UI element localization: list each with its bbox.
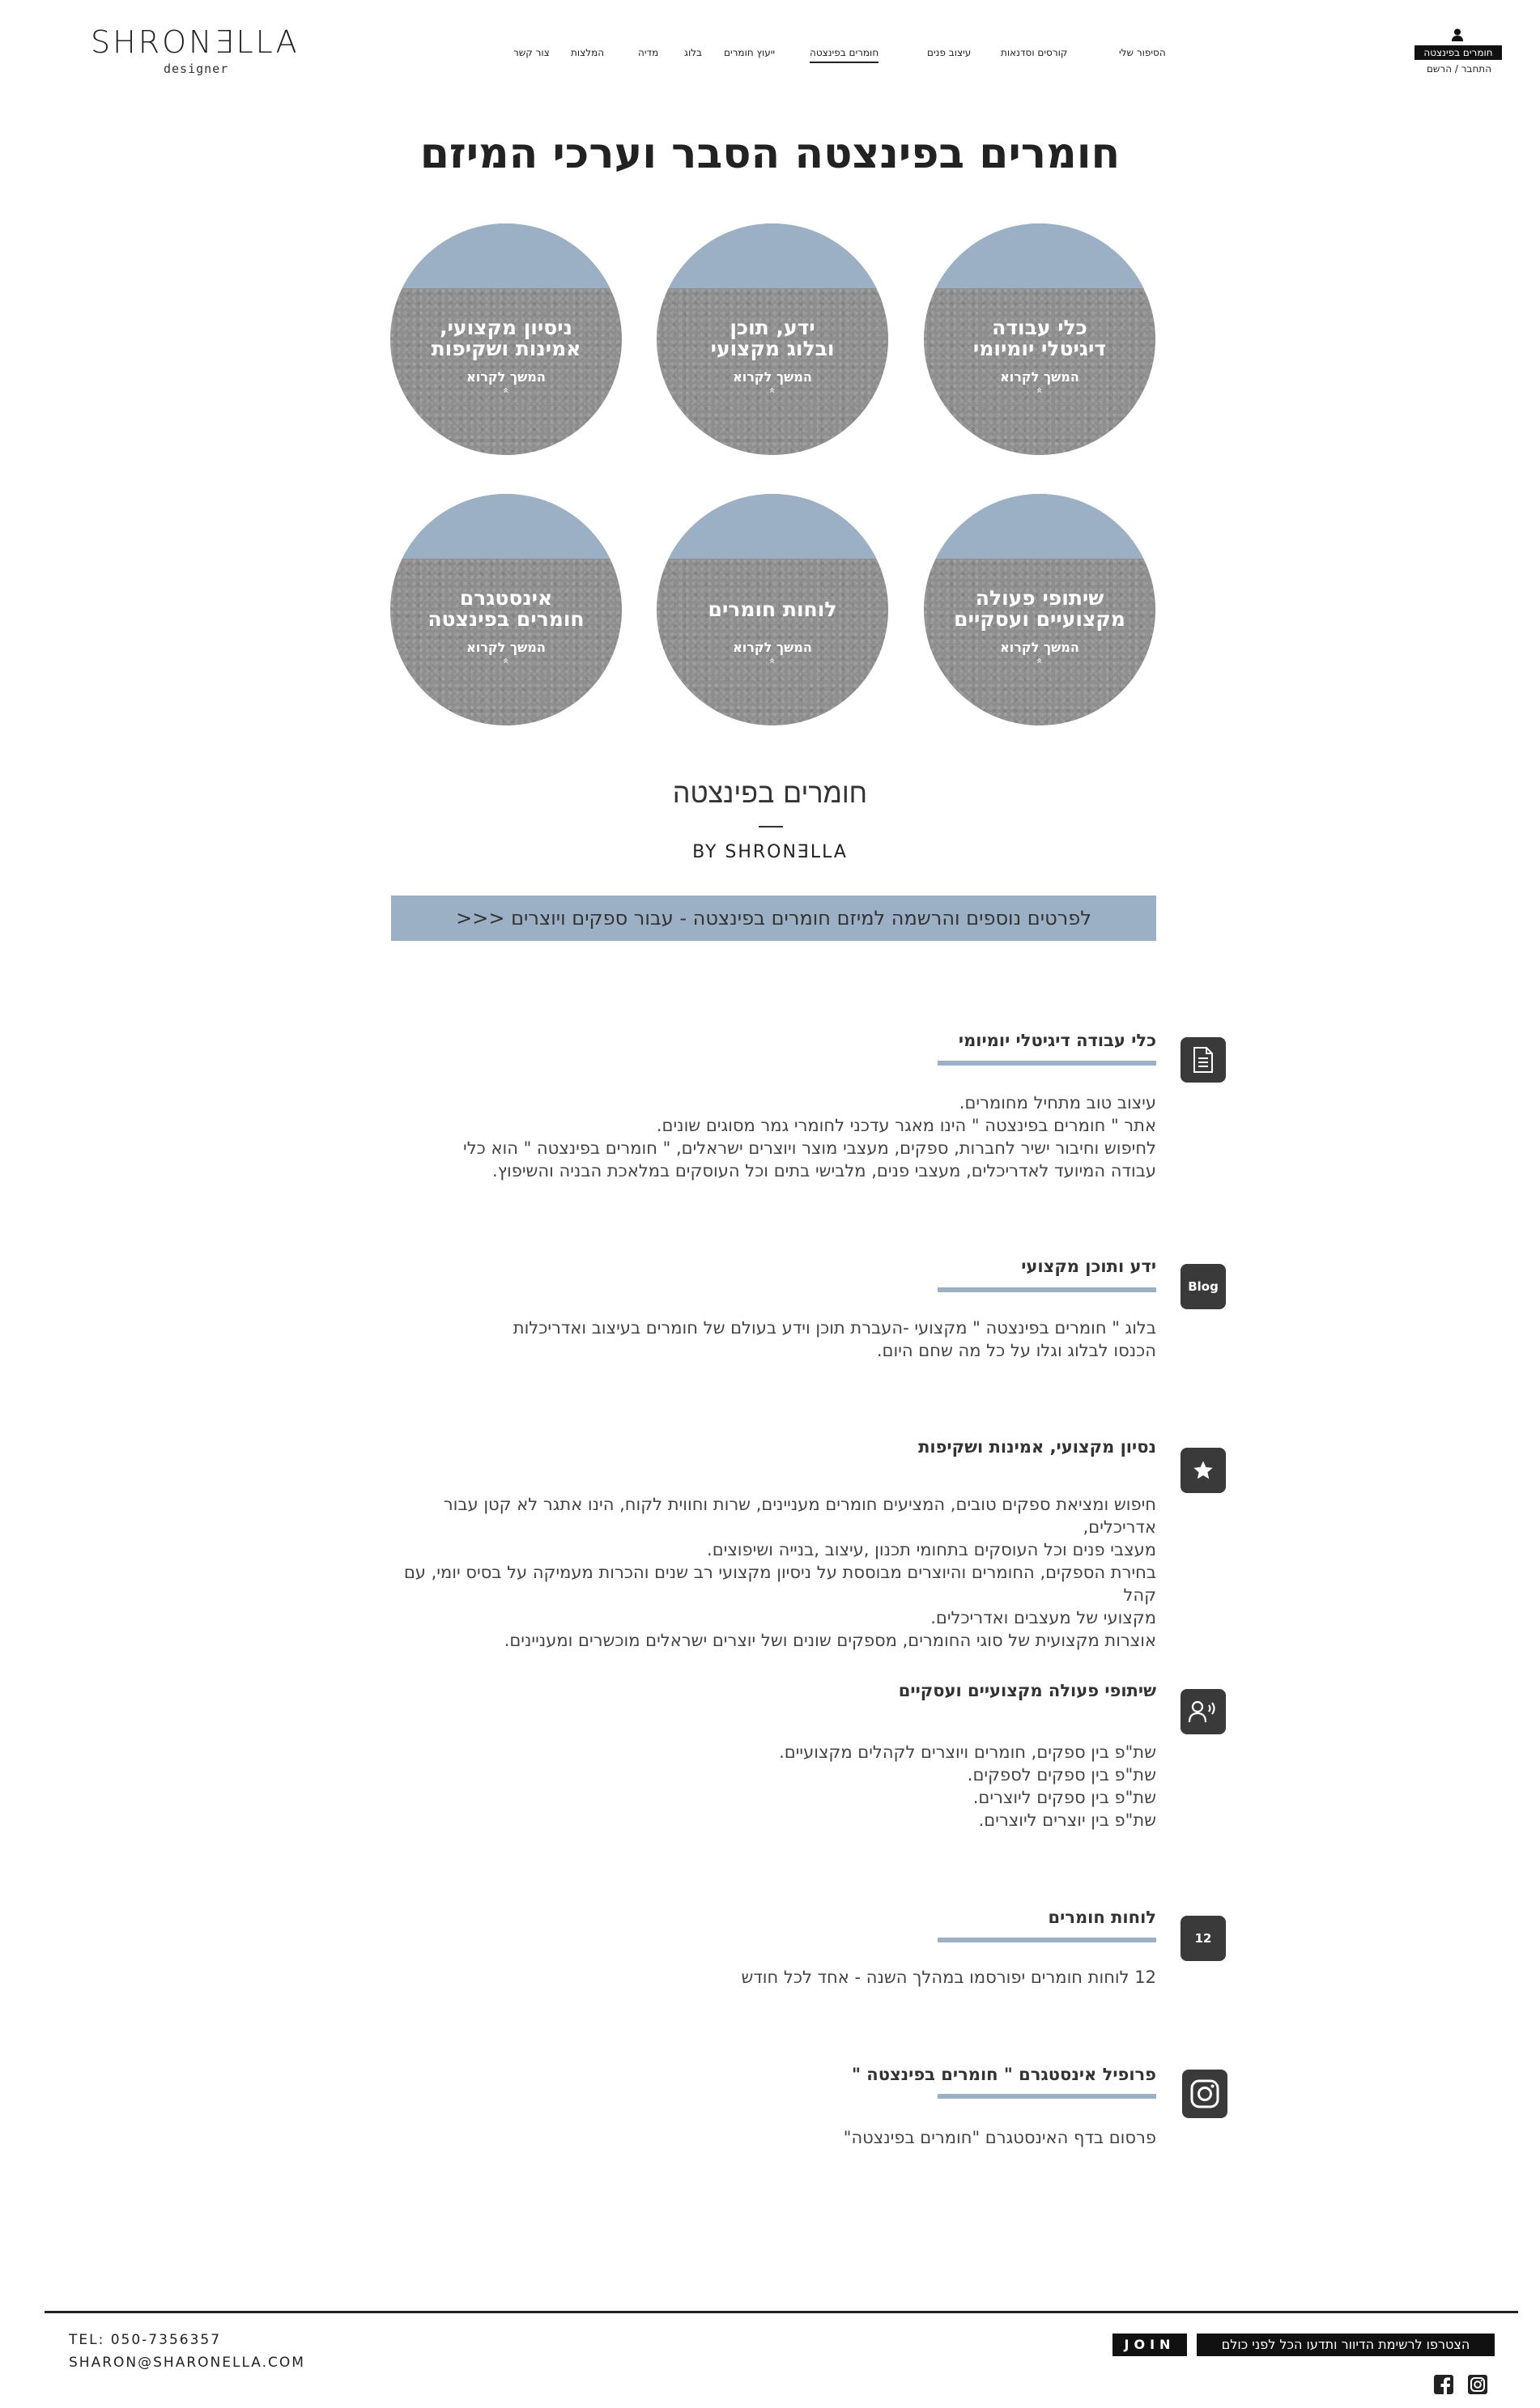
feature-body: בלוג " חומרים בפינצטה " מקצועי -העברת תוכן וידע בעולם של חומרים בעיצוב ואדריכלות הכנסו לבלוג וגלו על כל מה שחם היום. [513, 1318, 1156, 1360]
circle-material-boards[interactable] [657, 494, 888, 725]
auth-links [1419, 63, 1500, 74]
feature-title: ידע ותוכן מקצועי [1021, 1257, 1156, 1276]
logo-text: SHRONƎLLA [91, 24, 300, 60]
logo[interactable] [91, 24, 301, 81]
feature-body: חיפוש ומציאת ספקים טובים, המציעים חומרים מעניינים, שרות וחווית לקוח, הינו אתגר לא קטן עבור אדריכלים, מעצבי פנים וכל העוסקים בתחומי תכנון ,עיצוב ,בנייה ושיפוצים. בחירת הספקים, החומרים והיוצרים מבוססת על ניסיון מקצועי רב שנים והכרות מעמיקה על בסיס יומי, עם קהל מקצועי של מעצבים ואדריכלים. אוצרות מקצועית של סוגי החומרים, מספקים שונים ושל יוצרים ישראלים מוכשרים ומעניינים. [403, 1495, 1156, 1650]
circle-title: ניסיון מקצועי, אמינות ושקיפות [431, 316, 581, 360]
chevron-down-icon: » [767, 387, 778, 394]
star-icon [1181, 1448, 1226, 1493]
feature-underline [938, 2094, 1156, 2099]
circle-experience[interactable] [390, 223, 622, 455]
chevron-down-icon: » [767, 657, 778, 664]
feature-title: פרופיל אינסטגרם " חומרים בפינצטה " [852, 2065, 1156, 2084]
read-more-label: המשך לקרוא [1000, 369, 1079, 385]
feature-body: 12 לוחות חומרים יפורסמו במהלך השנה - אחד לכל חודש [741, 1968, 1156, 1987]
footer-phone[interactable]: TEL: 050-7356357 [69, 2332, 222, 2348]
nav-item-recommendations[interactable]: המלצות [571, 47, 605, 58]
footer-divider [45, 2311, 1518, 2313]
circle-title: אינסטגרם חומרים בפינצטה [428, 586, 585, 631]
read-more-label: המשך לקרוא [733, 369, 812, 385]
join-button[interactable]: JOIN [1112, 2334, 1187, 2356]
brand-divider [759, 826, 783, 827]
feature-title: נסיון מקצועי, אמינות ושקיפות [918, 1437, 1156, 1457]
user-badge[interactable]: חומרים בפינצטה [1415, 45, 1502, 60]
circle-knowledge[interactable] [657, 223, 888, 455]
feature-underline [938, 1287, 1156, 1292]
nav-item-blog[interactable]: בלוג [684, 47, 702, 58]
read-more-label: המשך לקרוא [1000, 640, 1079, 655]
page-title: חומרים בפינצטה הסבר וערכי המיזם [419, 130, 1121, 178]
logo-subtitle: designer [164, 62, 229, 76]
circle-digital-tool[interactable] [924, 223, 1155, 455]
read-more-label: המשך לקרוא [466, 640, 546, 655]
feature-title: לוחות חומרים [1048, 1908, 1156, 1927]
instagram-icon [1182, 2070, 1227, 2118]
nav-item-materials[interactable]: חומרים בפינצטה [810, 47, 878, 63]
feature-title: כלי עבודה דיגיטלי יומיומי [958, 1031, 1156, 1050]
feature-underline [938, 1061, 1156, 1066]
feature-body: פרסום בדף האינסטגרם "חומרים בפינצטה" [843, 2128, 1156, 2147]
user-icon[interactable] [1452, 28, 1463, 41]
chevron-down-icon: » [1034, 387, 1045, 394]
feature-underline [938, 1938, 1156, 1942]
feature-body: שת"פ בין ספקים, חומרים ויוצרים לקהלים מקצועיים. שת"פ בין ספקים לספקים. שת"פ בין ספקים ליוצרים. שת"פ בין יוצרים ליוצרים. [779, 1742, 1156, 1830]
auth-separator: / [1454, 63, 1458, 74]
nav-item-media[interactable]: מדיה [638, 47, 659, 58]
nav-item-interior-design[interactable]: עיצוב פנים [927, 47, 972, 58]
feature-body: עיצוב טוב מתחיל מחומרים. אתר " חומרים בפינצטה " הינו מאגר עדכני לחומרי גמר מסוגים שונים. לחיפוש וחיבור ישיר לחברות, ספקים, מעצבי מוצר ויוצרים ישראלים, " חומרים בפינצטה " הוא כלי עבודה המיועד לאדריכלים, מעצבי פנים, מלבישי בתים וכל העוסקים במלאכת הבניה והשיפוץ. [463, 1093, 1156, 1181]
blog-icon: Blog [1181, 1264, 1226, 1309]
login-link[interactable]: התחבר [1461, 63, 1492, 74]
nav-item-consulting[interactable]: ייעוץ חומרים [724, 47, 776, 58]
register-banner[interactable]: לפרטים נוספים והרשמה למיזם חומרים בפינצטה - עבור ספקים ויוצרים <<< [391, 896, 1156, 941]
circle-title: שיתופי פעולה מקצועיים ועסקיים [954, 586, 1125, 631]
circle-collaborations[interactable] [924, 494, 1155, 725]
number-12-icon: 12 [1181, 1916, 1226, 1961]
collaboration-icon [1181, 1689, 1226, 1734]
nav-item-story[interactable]: הסיפור שלי [1119, 47, 1166, 58]
read-more-label: המשך לקרוא [466, 369, 546, 385]
nav-item-courses[interactable]: קורסים וסדנאות [1001, 47, 1068, 58]
feature-title: שיתופי פעולה מקצועיים ועסקיים [898, 1681, 1156, 1700]
chevron-down-icon: » [500, 657, 512, 664]
circle-title: לוחות חומרים [708, 598, 837, 621]
newsletter-signup[interactable]: הצטרפו לרשימת הדיוור ותדעו הכל לפני כולם [1197, 2334, 1495, 2356]
brand-by-line: BY SHRONƎLLA [692, 842, 848, 862]
circle-title: ידע, תוכן ובלוג מקצועי [710, 316, 835, 360]
instagram-icon[interactable] [1467, 2374, 1488, 2395]
document-icon [1181, 1037, 1226, 1083]
circle-title: כלי עבודה דיגיטלי יומיומי [972, 316, 1107, 360]
read-more-label: המשך לקרוא [733, 640, 812, 655]
register-link[interactable]: הרשם [1426, 63, 1453, 74]
chevron-down-icon: » [500, 387, 512, 394]
facebook-icon[interactable] [1433, 2374, 1454, 2395]
nav-item-contact[interactable]: צור קשר [513, 47, 550, 58]
chevron-down-icon: » [1034, 657, 1045, 664]
brand-hebrew-title: חומרים בפינצטה [672, 777, 868, 810]
main-nav [486, 47, 1166, 71]
footer-email[interactable]: SHARON@SHARONELLA.COM [69, 2355, 305, 2371]
circle-instagram[interactable] [390, 494, 622, 725]
